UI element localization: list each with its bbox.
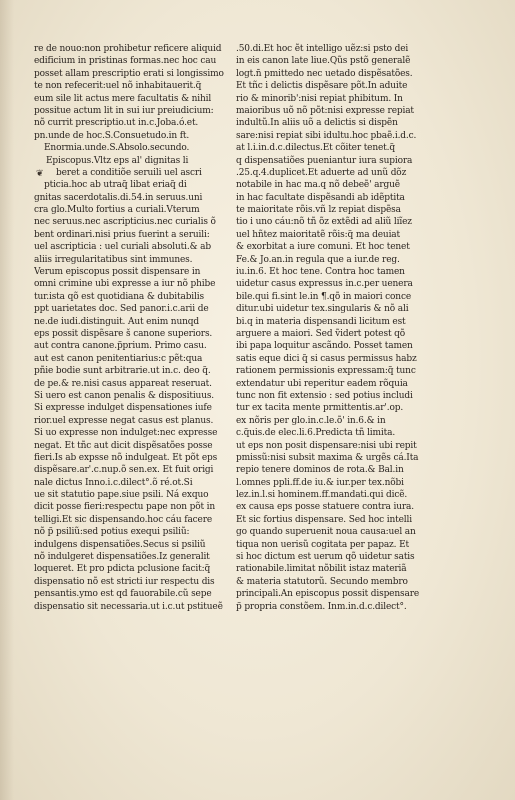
left-column-line: rior.uel expresse negat casus est planus.	[34, 415, 214, 426]
right-column-line: & exorbitat a iure comuni. Et hoc tenet	[236, 242, 410, 253]
right-column-line: bi.q in materia dispensandi licitum est	[236, 316, 406, 327]
left-column-line: re de nouo:non prohibetur reficere aliquid	[34, 44, 222, 54]
right-column-line: maioribus uõ nõ põt:nisi expresse repiat	[236, 105, 414, 116]
left-column-line: dicit posse fieri:respectu pape non põt in	[34, 502, 216, 513]
right-column-line: principali.An episcopus possit dispensare	[236, 589, 420, 600]
left-column-line: ue sit statutio pape.siue psili. Ná exquo	[34, 490, 209, 501]
left-column-line: fieri.Is ab expsse nõ indulgeat. Et põt eps	[34, 452, 218, 463]
left-column-line: eps possit dispẽsare š canone superiors.	[34, 328, 213, 339]
right-column-line: c.q̃uis.de elec.li.6.Predicta tñ limita.	[236, 428, 396, 439]
left-column-line: nõ currit prescriptio.ut in.c.Joba.ó.et.	[34, 118, 199, 129]
left-column-line: Si uero est canon penalis & dispositiuus.	[34, 390, 215, 401]
right-column-line: logt.n̄ pmittedo nec uetado dispẽsatões.	[236, 68, 413, 79]
right-column-line: go quando superuenit noua causa:uel an	[236, 527, 416, 538]
left-column-line: edificium in pristinas formas.nec hoc cau	[34, 56, 217, 67]
paragraph-ornament-icon: ❦	[36, 168, 44, 179]
right-column-line: ut eps non posit dispensare:nisi ubi repit	[236, 440, 417, 451]
right-column-line: in hac facultate dispẽsandi ab idẽptita	[236, 192, 405, 203]
right-text-column	[236, 43, 488, 613]
left-column-line: ppt uarietates doc. Sed panor.i.c.arii de	[34, 304, 209, 315]
right-column-line: ex nõris per glo.in.c.le.õ' in.6.& in	[236, 415, 386, 426]
right-column-line: notabile in hac ma.q nõ debeẽ' arguẽ	[236, 180, 400, 191]
right-column-line: p̃ propria constõem. Inm.in.d.c.dilect°.	[236, 601, 407, 612]
left-column-line: aut est canon penitentiarius:c pẽt:qua	[34, 353, 203, 364]
right-column-line: uel hñtez maioritatẽ rõis:q̃ ma deuiat	[236, 229, 400, 240]
right-column-line: q dispensatiões pueniantur iura supiora	[236, 155, 413, 166]
left-column-line: aliis irregularitatibus sint immunes.	[34, 254, 193, 265]
right-column-line: bile.qui fi.sint le.in ¶.qõ in maiori conce	[236, 291, 412, 302]
right-column-line: pmissũ:nisi subsit maxima & urgẽs cá.Ita	[236, 452, 419, 463]
right-column-line: .50.di.Et hoc ẽt intelligo uẽz:si psto dei	[236, 44, 409, 54]
left-text-column	[34, 43, 244, 613]
left-column-line: Verum episcopus possit dispensare in	[34, 267, 201, 278]
left-column-line: pticia.hoc ab utraq̃ libat eriaq̃ di	[44, 180, 187, 191]
left-column-line: nec seruus.nec ascripticius.nec curialis õ	[34, 217, 216, 228]
right-column-line: sare:nisi repiat sibi idultu.hoc pbaẽ.i.d.c.	[236, 130, 417, 141]
right-column-line: lez.in.l.si hominem.ff.mandati.qui dicẽ.	[236, 490, 408, 501]
right-column-line: indultũ.In aliis uõ a delictis si dispẽn	[236, 118, 398, 129]
left-column-line: posset allam prescriptio erati si longissimo	[34, 68, 224, 79]
left-column-line: tur.ista qõ est quotidiana & dubitabilis	[34, 291, 204, 302]
left-column-line: de pe.& re.nisi casus appareat reseruat.	[34, 378, 212, 389]
left-column-line: nõ p̃ psiliũ:sed potius exequi psiliũ:	[34, 527, 190, 538]
left-column-line: beret a conditiõe seruili uel ascri ❦	[36, 167, 202, 179]
right-column-line: ibi papa loquitur ascãndo. Posset tamen	[236, 341, 413, 352]
left-column-line: te non refecerit:uel nõ inhabitauerit.q̃	[34, 81, 202, 92]
right-column-line: tur ex tacita mente prmittentis.ar'.op.	[236, 403, 404, 414]
left-column-line: gnitas sacerdotalis.di.54.in seruus.uni	[34, 192, 203, 203]
right-column-line: .25.q.4.duplicet.Et aduerte ad unũ dõz	[236, 167, 407, 178]
left-column-line: negat. Et tñc aut dicit dispẽsatões posse	[34, 440, 213, 451]
right-column-line: & materia statutorũ. Secundo membro	[236, 576, 408, 587]
left-column-line: bent ordinari.nisi prius fuerint a seruili:	[34, 229, 210, 240]
page-edge-shadow	[0, 0, 14, 800]
left-column-line: dispensatio nõ est stricti iur respectu dis	[34, 576, 215, 587]
right-column-line: Fe.& Jo.an.in regula que a iur.de reg.	[236, 254, 400, 265]
left-column-line: Si uo expresse non indulget:nec expresse	[34, 428, 218, 439]
left-column-line: pn.unde de hoc.S.Consuetudo.in ft.	[34, 130, 190, 141]
left-column-line: nale dictus Inno.i.c.dilect°.õ ré.ot.Si	[34, 477, 193, 488]
left-column-line: aut contra canone.p̃prium. Primo casu.	[34, 341, 207, 352]
right-column-line: te maioritate rõis.vñ lz repiat dispẽsa	[236, 205, 401, 216]
right-column-line: rationabile.limitat nõbilit istaz materiã	[236, 564, 407, 575]
right-column-line: satis eque dici q̃ si casus permissus habz	[236, 353, 417, 364]
left-column-line: eum sile lit actus mere facultatis & nihil	[34, 93, 212, 104]
left-column-line: dispẽsare.ar'.c.nup.õ sen.ex. Et fuit origi	[34, 465, 214, 476]
right-column-line: tio i uno cáu:nõ tñ õz extẽdi ad aliũ liĩez	[236, 217, 412, 228]
right-column-line: extendatur ubi reperitur eadem rõquia	[236, 378, 408, 389]
left-column-line: Si expresse indulget dispensationes iufe	[34, 403, 212, 414]
right-column-line: rio & minorib':nisi repiat phibitum. In	[236, 93, 403, 104]
right-column-line: rationem permissionis expressam:q̃ tunc	[236, 366, 416, 377]
left-column-line: pñie bodie sunt arbitrarie.ut in.c. deo q̃.	[34, 366, 211, 377]
right-column-line: Et tñc i delictis dispẽsare põt.In aduite	[236, 81, 408, 92]
right-column-line: repio tenere dominos de rota.& Bal.in	[236, 465, 404, 476]
left-column-line: possitue actum lit in sui iur preiudicium:	[34, 105, 214, 116]
left-column-line: Enormia.unde.S.Absolo.secundo.	[44, 143, 190, 154]
left-column-line: loqueret. Et pro pdicta pclusione facit:q̃	[34, 564, 211, 575]
left-column-line: cra glo.Multo fortius a curiali.Vterum	[34, 205, 200, 216]
left-column-line: Episcopus.Vltz eps al' dignitas li	[46, 155, 189, 166]
left-column-line: ne.de iudi.distinguit. Aut enim nunqd	[34, 316, 199, 327]
left-column-line: omni crimine ubi expresse a iur nõ phibe	[34, 279, 216, 290]
right-column-line: in eis canon late liue.Qũs pstõ generalẽ	[236, 56, 411, 67]
left-column-line: uel ascripticia : uel curiali absoluti.& ab	[34, 242, 211, 253]
right-column-line: uidetur casus expressus in.c.per uenera	[236, 279, 413, 290]
left-column-line: indulgens dispensatiões.Secus si psiliũ	[34, 539, 206, 550]
right-column-line: Et sic fortius dispensare. Sed hoc intelli	[236, 514, 412, 525]
left-column-line: nõ indulgeret dispensatiões.Iz generalit	[34, 552, 210, 563]
right-column-line: ditur.ubi uidetur tex.singularis & nõ ali	[236, 304, 409, 315]
right-column-line: iu.in.6. Et hoc tene. Contra hoc tamen	[236, 267, 405, 278]
right-column-line: tunc non fit extensio : sed potius includi	[236, 390, 413, 401]
right-column-line: ex causa eps posse statuere contra iura.	[236, 502, 414, 513]
right-column-line: tiqua non uerisũ cogitata per papaz. Et	[236, 539, 409, 550]
left-column-line: telligi.Et sic dispensando.hoc cáu facere	[34, 514, 213, 525]
right-column-line: arguere a maiori. Sed ṽidert potest qõ	[236, 328, 406, 339]
left-column-line: dispensatio sit necessaria.ut i.c.ut pstitueẽ	[34, 601, 223, 612]
right-column-line: l.omnes ppli.ff.de iu.& iur.per tex.nõbi	[236, 477, 404, 488]
right-column-line: at l.i.in.d.c.dilectus.Et cõiter tenet.q̃	[236, 143, 395, 154]
left-column-line: pensantis.ymo est qd fauorabile.cũ sepe	[34, 589, 212, 600]
right-column-line: si hoc dictum est uerum qõ uidetur satis	[236, 552, 415, 563]
